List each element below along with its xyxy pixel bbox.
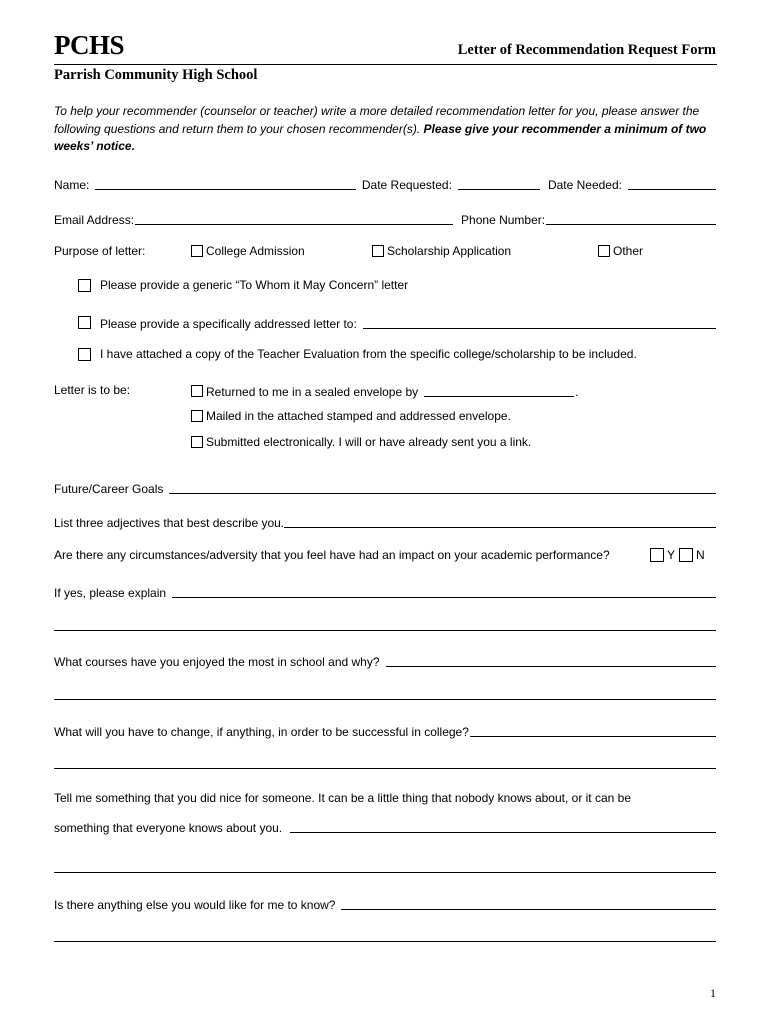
- name-label: Name:: [54, 178, 90, 192]
- intro-text: To help your recommender (counselor or teacher) write a more detailed recommendation letter for you, please answer the following questions and return them to your chosen recommender(s).: [54, 104, 700, 136]
- goals-label: Future/Career Goals: [54, 482, 164, 496]
- purpose-college-option[interactable]: [191, 244, 305, 258]
- intro-paragraph: [54, 103, 719, 156]
- addressed-letter-label: Please provide a specifically addressed letter to:: [100, 317, 357, 331]
- explain-row: [54, 582, 716, 600]
- courses-field[interactable]: [386, 654, 716, 667]
- adversity-yes-checkbox[interactable]: [650, 548, 664, 562]
- email-field[interactable]: [135, 212, 453, 225]
- nice-field[interactable]: [290, 820, 716, 833]
- goals-row: [54, 478, 716, 496]
- name-row: [54, 174, 716, 192]
- phone-label: Phone Number:: [461, 213, 546, 227]
- addressed-to-field[interactable]: [363, 316, 716, 329]
- purpose-scholarship-option[interactable]: [372, 244, 511, 258]
- returned-suffix: .: [575, 385, 579, 399]
- adversity-no-checkbox[interactable]: [679, 548, 693, 562]
- explain-field-line-2[interactable]: [54, 630, 716, 631]
- electronic-label: Submitted electronically. I will or have already sent you a link.: [206, 435, 532, 449]
- name-field[interactable]: [95, 177, 356, 190]
- adversity-no-option[interactable]: [679, 548, 705, 562]
- change-row: [54, 721, 716, 739]
- change-label: What will you have to change, if anything, in order to be successful in college?: [54, 725, 469, 739]
- email-row: [54, 209, 716, 227]
- phone-field[interactable]: [546, 212, 716, 225]
- explain-field[interactable]: [172, 585, 716, 598]
- email-label: Email Address:: [54, 213, 135, 227]
- college-admission-checkbox[interactable]: [191, 245, 203, 257]
- adjectives-field[interactable]: [284, 515, 716, 528]
- adjectives-label: List three adjectives that best describe you.: [54, 516, 285, 530]
- date-needed-label: Date Needed:: [547, 178, 622, 192]
- else-field[interactable]: [341, 897, 716, 910]
- date-needed-field[interactable]: [628, 177, 716, 190]
- goals-field[interactable]: [169, 481, 716, 494]
- addressed-letter-checkbox[interactable]: [78, 316, 91, 329]
- nice-question-line-1: Tell me something that you did nice for someone. It can be a little thing that nobody knows about, or it can be: [54, 791, 632, 805]
- mailed-label: Mailed in the attached stamped and addressed envelope.: [206, 409, 511, 423]
- else-label: Is there anything else you would like for me to know?: [54, 898, 336, 912]
- generic-letter-label: Please provide a generic “To Whom it May Concern” letter: [100, 278, 409, 292]
- generic-letter-checkbox[interactable]: [78, 279, 91, 292]
- adversity-yes-option[interactable]: [650, 548, 675, 562]
- other-checkbox[interactable]: [598, 245, 610, 257]
- other-label: Other: [613, 244, 644, 258]
- else-row: [54, 894, 716, 912]
- school-logo-text: PCHS: [54, 30, 125, 60]
- scholarship-application-label: Scholarship Application: [387, 244, 512, 258]
- returned-checkbox[interactable]: [191, 385, 203, 397]
- delivery-mailed-option[interactable]: [191, 409, 511, 423]
- school-name: Parrish Community High School: [54, 67, 258, 83]
- attached-evaluation-option[interactable]: [78, 347, 637, 361]
- date-requested-label: Date Requested:: [361, 178, 452, 192]
- courses-field-line-2[interactable]: [54, 699, 716, 700]
- explain-label: If yes, please explain: [54, 586, 167, 600]
- form-title: Letter of Recommendation Request Form: [457, 42, 716, 58]
- intro-emphasis: Please give your recommender a minimum of two weeks’ notice.: [54, 121, 707, 153]
- nice-question-line-2: something that everyone knows about you.: [54, 821, 283, 835]
- nice-row: [54, 817, 716, 835]
- adjectives-row: [54, 512, 716, 530]
- header-rule: [54, 64, 717, 65]
- date-requested-field[interactable]: [458, 177, 540, 190]
- delivery-label: Letter is to be:: [54, 383, 131, 397]
- college-admission-label: College Admission: [206, 244, 305, 258]
- mailed-checkbox[interactable]: [191, 410, 203, 422]
- attached-evaluation-label: I have attached a copy of the Teacher Evaluation from the specific college/scholarship to be included.: [100, 347, 637, 361]
- purpose-label: Purpose of letter:: [54, 244, 146, 258]
- returned-label: Returned to me in a sealed envelope by: [206, 385, 419, 399]
- delivery-electronic-option[interactable]: [191, 435, 531, 449]
- returned-by-date-field[interactable]: [424, 384, 574, 397]
- adversity-question: Are there any circumstances/adversity that you feel have had an impact on your academic performance?: [54, 548, 610, 562]
- purpose-other-option[interactable]: [598, 244, 643, 258]
- change-field[interactable]: [470, 724, 716, 737]
- attached-evaluation-checkbox[interactable]: [78, 348, 91, 361]
- adversity-yes-label: Y: [667, 548, 676, 562]
- delivery-returned-option: [191, 381, 611, 399]
- adversity-no-label: N: [696, 548, 705, 562]
- scholarship-application-checkbox[interactable]: [372, 245, 384, 257]
- generic-letter-option[interactable]: [78, 278, 408, 292]
- courses-row: [54, 651, 716, 669]
- addressed-letter-row: [78, 313, 716, 331]
- nice-field-line-2[interactable]: [54, 872, 716, 873]
- electronic-checkbox[interactable]: [191, 436, 203, 448]
- else-field-line-2[interactable]: [54, 941, 716, 942]
- page-number: 1: [710, 986, 716, 1000]
- change-field-line-2[interactable]: [54, 768, 716, 769]
- courses-label: What courses have you enjoyed the most in school and why?: [54, 655, 380, 669]
